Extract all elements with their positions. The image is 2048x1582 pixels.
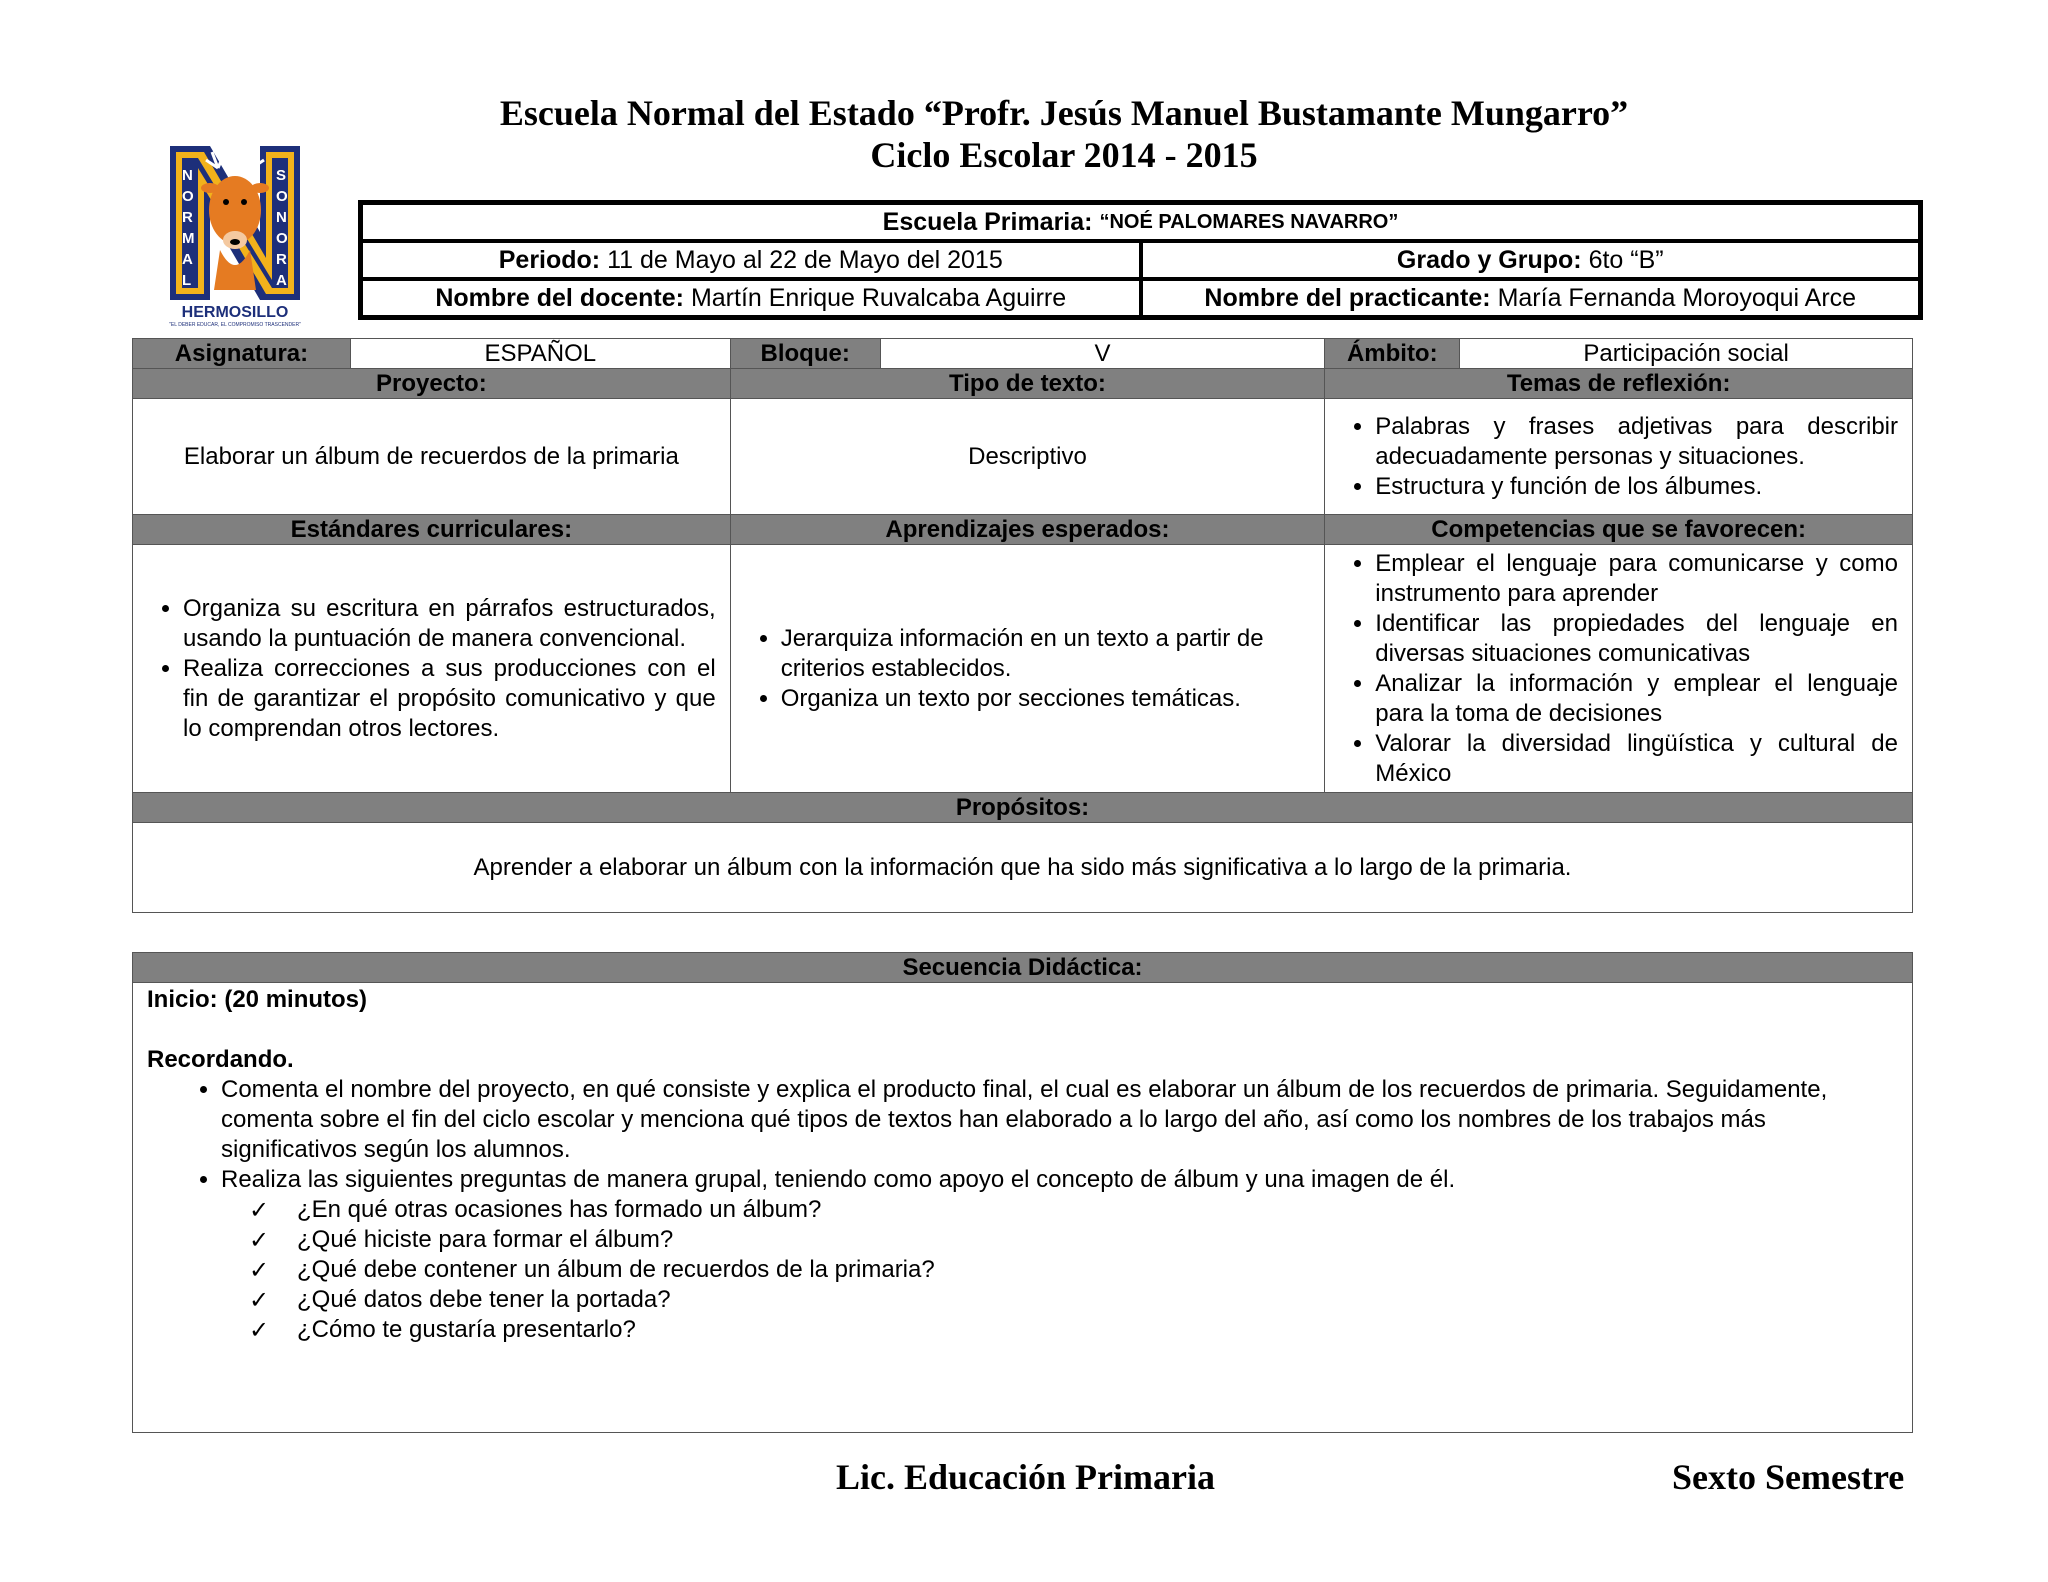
list-item: • Valorar la diversidad lingüística y cultural de México <box>1375 729 1898 789</box>
subject-label: Asignatura: <box>133 339 351 369</box>
intern-label: Nombre del practicante: <box>1204 283 1491 312</box>
school-label: Escuela Primaria: <box>882 207 1093 236</box>
list-item: ✓ ¿Qué hiciste para formar el álbum? <box>297 1225 1898 1255</box>
school-value: “NOÉ PALOMARES NAVARRO” <box>1099 210 1399 233</box>
list-item: • Realiza correcciones a sus producciones con el fin de garantizar el propósito comunicativo y que lo comprendan otros lectores. <box>183 654 716 744</box>
grade-value: 6to “B” <box>1588 245 1664 274</box>
period-value: 11 de Mayo al 22 de Mayo del 2015 <box>607 245 1003 274</box>
list-item: • Estructura y función de los álbumes. <box>1375 472 1898 502</box>
scope-label: Ámbito: <box>1325 339 1460 369</box>
footer-semester: Sexto Semestre <box>1672 1457 1905 1497</box>
list-item: • Identificar las propiedades del lenguaje en diversas situaciones comunicativas <box>1375 609 1898 669</box>
list-item: • Organiza un texto por secciones temáticas. <box>781 684 1311 714</box>
period-cell <box>363 243 1139 277</box>
logo-left-word: N O R M A L <box>182 167 195 289</box>
topics-cell <box>1325 399 1913 515</box>
list-item: ✓ ¿En qué otras ocasiones has formado un álbum? <box>297 1195 1898 1225</box>
sequence-header: Secuencia Didáctica: <box>133 953 1913 983</box>
school-logo <box>160 140 310 328</box>
purposes-header: Propósitos: <box>133 793 1913 823</box>
standards-cell <box>133 545 731 793</box>
sequence-section: Recordando. <box>147 1046 294 1073</box>
topics-header: Temas de reflexión: <box>1325 369 1913 399</box>
project-value: Elaborar un álbum de recuerdos de la primaria <box>133 399 731 515</box>
standards-header: Estándares curriculares: <box>133 515 731 545</box>
grade-label: Grado y Grupo: <box>1396 245 1582 274</box>
document-title: Escuela Normal del Estado “Profr. Jesús Manuel Bustamante Mungarro” <box>499 93 1629 133</box>
sequence-start: Inicio: (20 minutos) <box>147 986 368 1013</box>
period-label: Periodo: <box>498 245 601 274</box>
competencies-header: Competencias que se favorecen: <box>1325 515 1913 545</box>
list-item: • Organiza su escritura en párrafos estructurados, usando la puntuación de manera convencional. <box>183 594 716 654</box>
list-item: • Emplear el lenguaje para comunicarse y como instrumento para aprender <box>1375 549 1898 609</box>
school-year: Ciclo Escolar 2014 - 2015 <box>870 135 1258 175</box>
sequence-body <box>133 983 1913 1433</box>
grade-cell <box>1139 243 1919 277</box>
project-header: Proyecto: <box>133 369 731 399</box>
block-value: V <box>880 339 1325 369</box>
list-item: ✓ ¿Cómo te gustaría presentarlo? <box>297 1315 1898 1345</box>
teacher-label: Nombre del docente: <box>435 283 684 312</box>
list-item: • Jerarquiza información en un texto a partir de criterios establecidos. <box>781 624 1311 684</box>
list-item: • Analizar la información y emplear el lenguaje para la toma de decisiones <box>1375 669 1898 729</box>
purposes-value: Aprender a elaborar un álbum con la información que ha sido más significativa a lo largo de la primaria. <box>133 823 1913 913</box>
intern-value: María Fernanda Moroyoqui Arce <box>1497 283 1857 312</box>
competencies-cell <box>1325 545 1913 793</box>
intern-cell <box>1139 281 1919 315</box>
logo-city: HERMOSILLO <box>181 304 289 321</box>
teacher-cell <box>363 281 1139 315</box>
text-type-header: Tipo de texto: <box>730 369 1325 399</box>
list-item: • Realiza las siguientes preguntas de manera grupal, teniendo como apoyo el concepto de álbum y una imagen de él. <box>221 1165 1898 1195</box>
block-label: Bloque: <box>730 339 880 369</box>
school-info-box <box>358 200 1923 320</box>
list-item: ✓ ¿Qué debe contener un álbum de recuerdos de la primaria? <box>297 1255 1898 1285</box>
footer-program: Lic. Educación Primaria <box>836 1457 1215 1497</box>
learning-cell <box>730 545 1325 793</box>
text-type-value: Descriptivo <box>730 399 1325 515</box>
planning-table <box>132 338 1913 913</box>
scope-value: Participación social <box>1460 339 1913 369</box>
list-item: ✓ ¿Qué datos debe tener la portada? <box>297 1285 1898 1315</box>
learning-header: Aprendizajes esperados: <box>730 515 1325 545</box>
sequence-table <box>132 952 1913 1433</box>
logo-right-word: S O N O R A <box>276 167 288 289</box>
list-item: • Comenta el nombre del proyecto, en qué consiste y explica el producto final, el cual es elaborar un álbum de los recuerdos de primaria. Seguidamente, comenta sobre el fin del ciclo escolar y menciona qué tipos de textos han elaborado a lo largo del año, así como los nombres de los trabajos más significativos según los alumnos. <box>221 1075 1898 1165</box>
logo-motto: "EL DEBER EDUCAR, EL COMPROMISO TRASCENDER" <box>169 322 301 328</box>
teacher-value: Martín Enrique Ruvalcaba Aguirre <box>690 283 1067 312</box>
list-item: • Palabras y frases adjetivas para describir adecuadamente personas y situaciones. <box>1375 412 1898 472</box>
subject-value: ESPAÑOL <box>350 339 730 369</box>
school-row <box>363 205 1918 239</box>
